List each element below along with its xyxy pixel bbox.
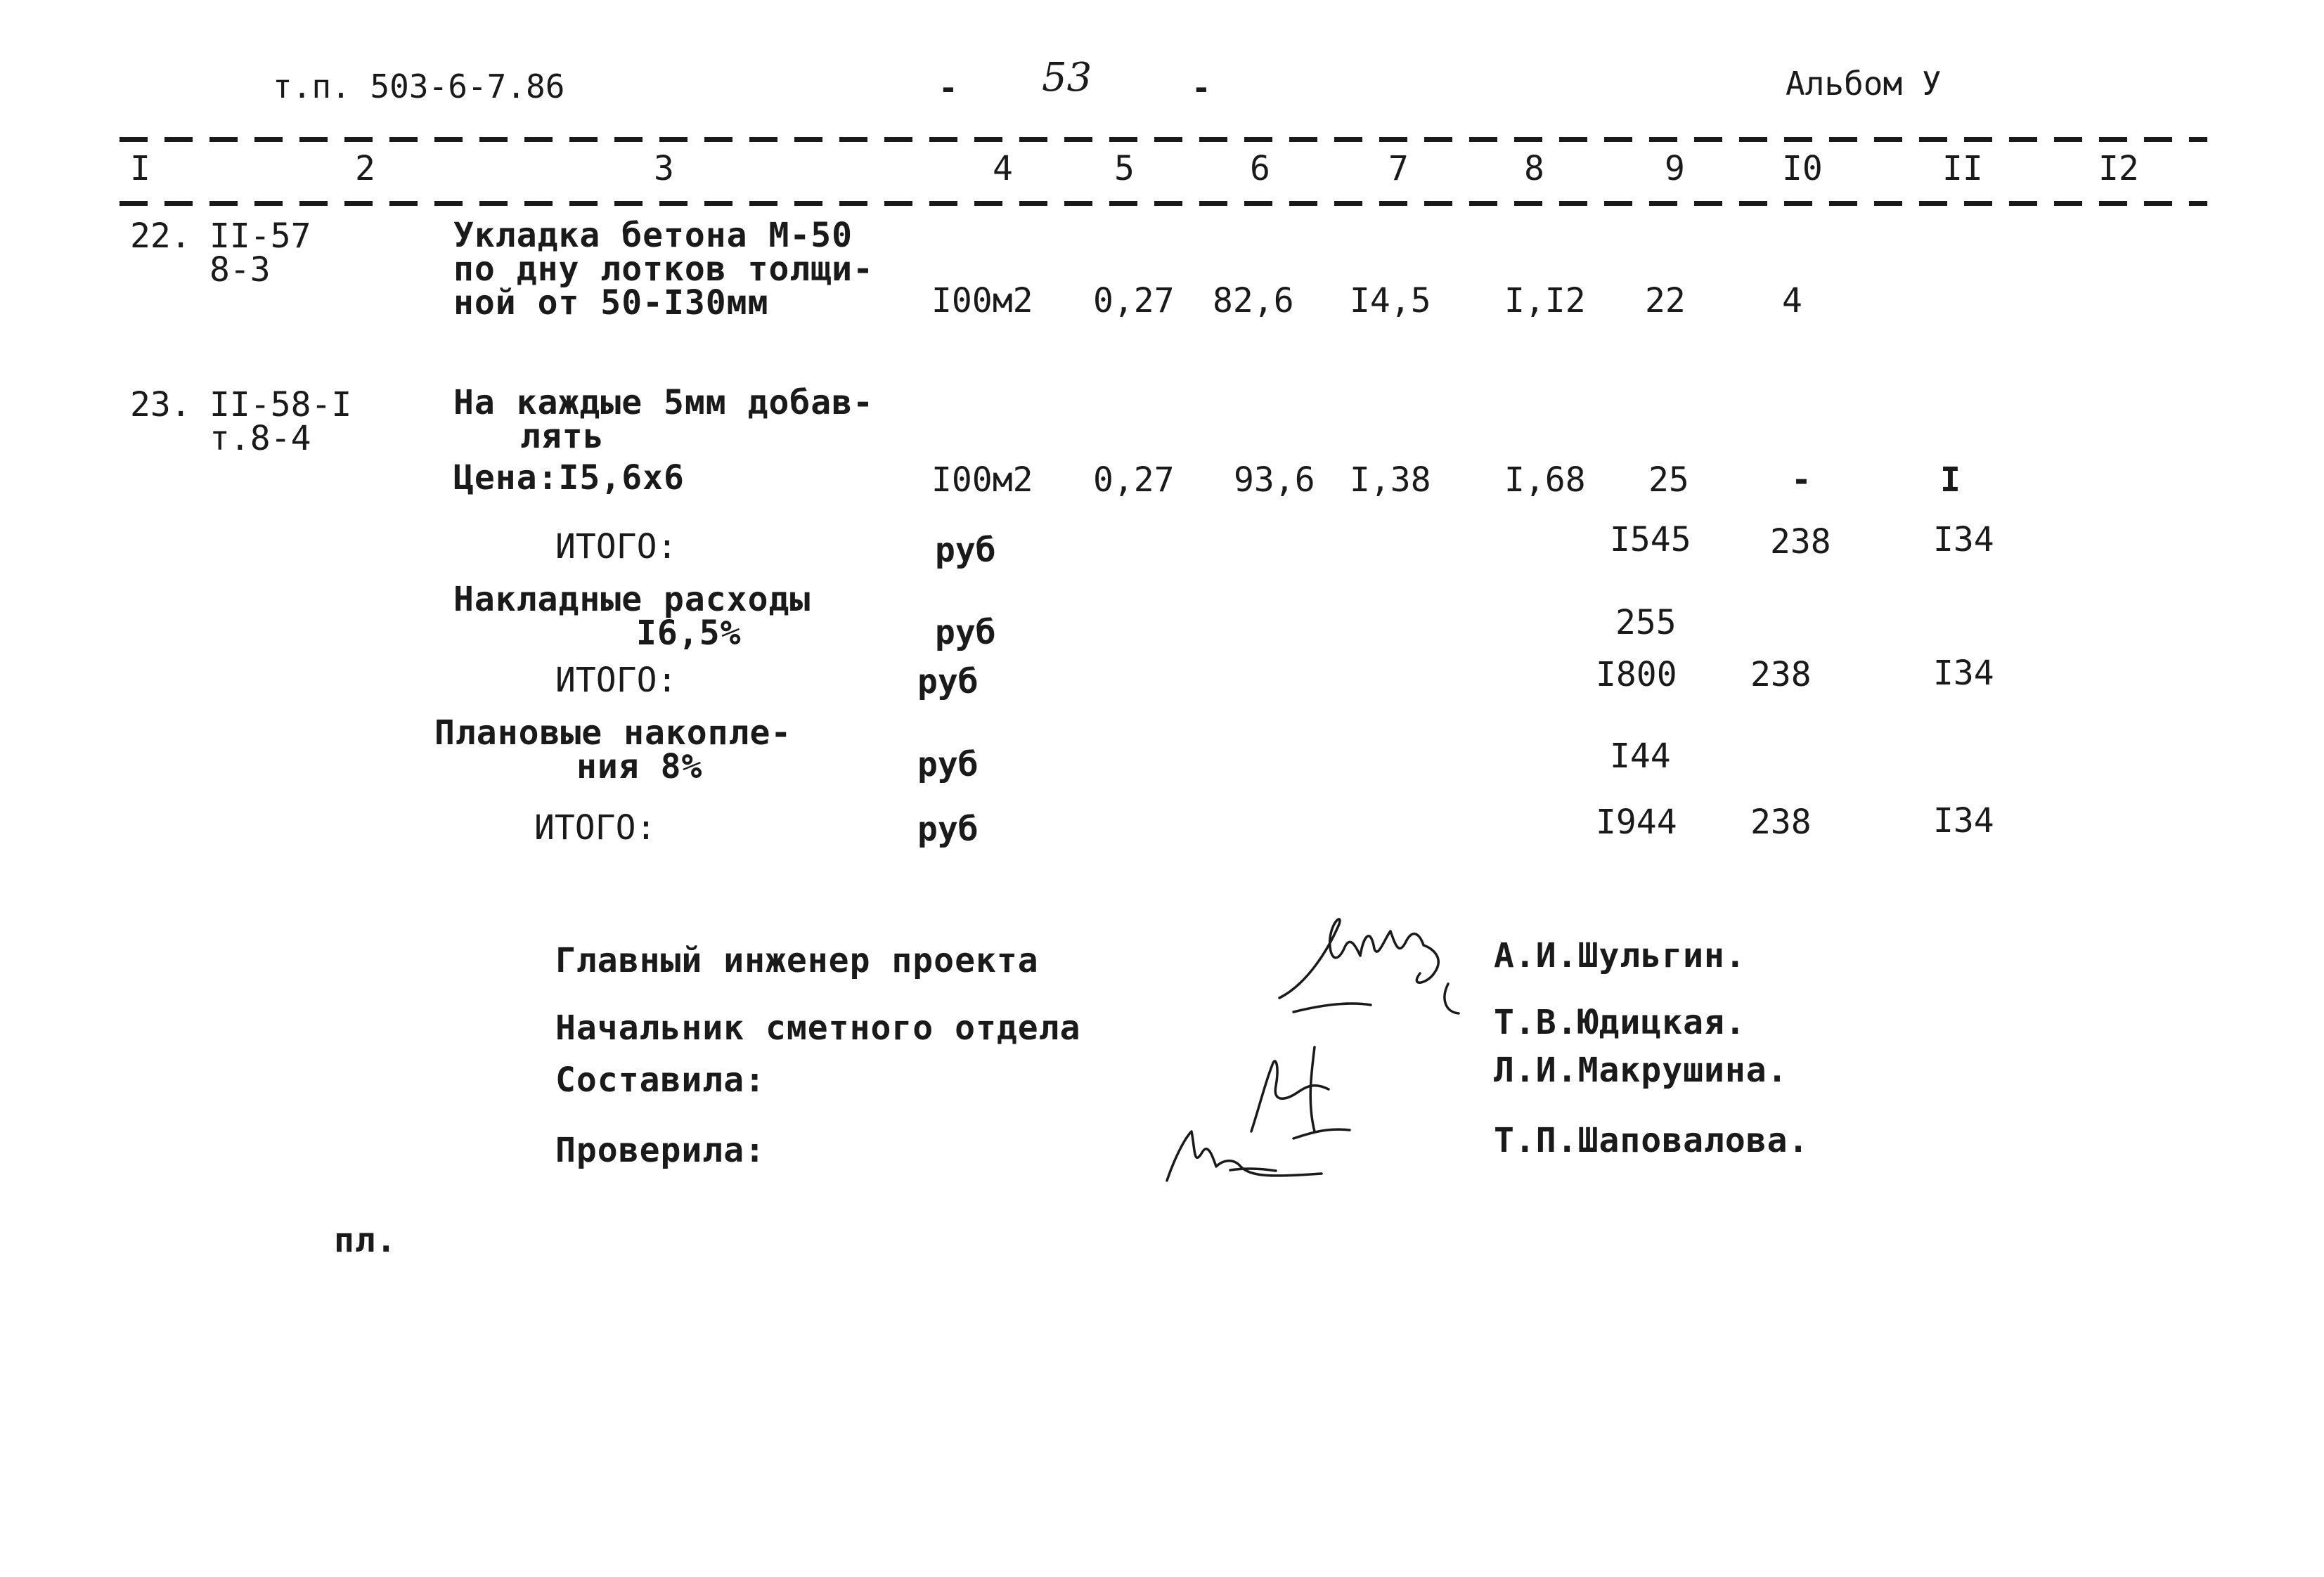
col7-cell: I4,5 [1350,281,1431,320]
col11-cell: I34 [1933,520,1994,559]
row-number: 22. [130,216,191,256]
currency-cell: руб [917,745,979,784]
rate-code: II-58-I [209,385,352,424]
album-label: Альбом У [1786,65,1942,103]
signatory-name: А.И.Шульгин. [1494,936,1746,975]
col-header-6: 6 [1250,149,1270,188]
total-cost-cell: I44 [1610,736,1671,776]
currency-cell: руб [935,613,996,652]
doc-code: т.п. 503-6-7.86 [273,67,565,105]
unit-cost-cell: 93,6 [1234,460,1315,500]
work-description: лять [520,417,605,456]
col10-cell: 4 [1782,281,1802,320]
col-header-2: 2 [355,149,375,188]
unit-cost-cell: 82,6 [1213,281,1294,320]
overhead-rate: I6,5% [636,614,742,653]
col-header-1: I [130,149,150,188]
unit-cell: I00м2 [931,281,1033,320]
col11-cell: I34 [1933,801,1994,841]
work-description: На каждые 5мм добав- [453,383,874,422]
col-header-12: I2 [2098,149,2139,188]
overhead-label: Накладные расходы [453,580,811,619]
work-description: Укладка бетона М-50 [453,216,853,255]
header-top-rule [120,137,2207,142]
col-header-3: 3 [654,149,674,188]
quantity-cell: 0,27 [1093,460,1175,500]
subtotal-label: ИТОГО: [555,527,678,566]
col7-cell: I,38 [1350,460,1431,500]
price-formula: Цена:I5,6х6 [453,458,685,498]
col11-cell: I [1940,460,1961,500]
total-cost-cell: 25 [1648,460,1689,500]
page-number-dash-left: - [938,69,958,107]
checker-signature [1153,1117,1336,1195]
total-cost-cell: I545 [1610,520,1691,559]
col10-cell: 238 [1750,655,1812,694]
work-description: по дну лотков толщи- [453,249,874,289]
total-cost-cell: I944 [1596,803,1677,842]
signatory-role: Главный инженер проекта [555,941,1039,980]
rate-code-sub: т.8-4 [209,419,311,458]
col8-cell: I,68 [1504,460,1586,500]
col-header-9: 9 [1665,149,1685,188]
signatory-role: Начальник сметного отдела [555,1008,1081,1048]
unit-cell: I00м2 [931,460,1033,500]
currency-cell: руб [917,810,979,849]
page-number-dash-right: - [1192,69,1211,107]
total-cost-cell: 255 [1615,603,1677,642]
quantity-cell: 0,27 [1093,281,1175,320]
signatory-role: Составила: [555,1060,766,1100]
col10-cell: 238 [1750,803,1812,842]
col-header-4: 4 [993,149,1013,188]
currency-cell: руб [935,531,996,570]
total-cost-cell: I800 [1596,655,1677,694]
col-header-10: I0 [1782,149,1823,188]
signatory-name: Т.В.Юдицкая. [1494,1003,1746,1042]
col8-cell: I,I2 [1504,281,1586,320]
currency-cell: руб [917,662,979,701]
col-header-5: 5 [1114,149,1135,188]
signatory-name: Т.П.Шаповалова. [1494,1121,1809,1160]
rate-code-sub: 8-3 [209,250,271,290]
total-cost-cell: 22 [1645,281,1686,320]
planned-savings-rate: ния 8% [576,747,703,786]
col10-cell: - [1791,460,1812,500]
col-header-11: II [1942,149,1983,188]
planned-savings-label: Плановые накопле- [434,713,792,753]
col-header-8: 8 [1524,149,1544,188]
work-description: ной от 50-I30мм [453,283,769,323]
page-number: 53 [1042,55,1092,100]
rate-code: II-57 [209,216,311,256]
typist-mark: пл. [334,1221,397,1260]
col11-cell: I34 [1933,654,1994,693]
row-number: 23. [130,385,191,424]
signatory-name: Л.И.Макрушина. [1494,1051,1788,1090]
signatory-role: Проверила: [555,1131,766,1170]
grand-total-label: ИТОГО: [534,808,657,848]
chief-engineer-signature [1265,907,1476,1026]
header-bottom-rule [120,201,2207,206]
subtotal-label: ИТОГО: [555,661,678,700]
col10-cell: 238 [1770,522,1831,562]
col-header-7: 7 [1388,149,1409,188]
